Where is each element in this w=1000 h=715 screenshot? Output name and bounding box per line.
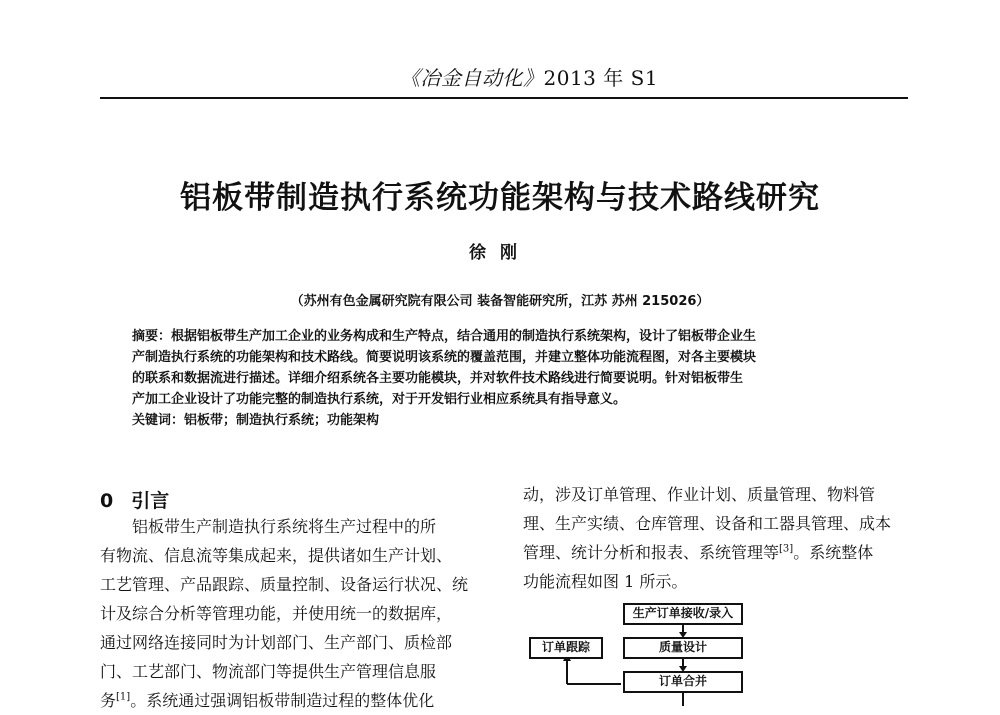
body-line: 计及综合分析等管理功能，并使用统一的数据库，	[100, 604, 453, 623]
keywords-line: 关键词：铝板带；制造执行系统；功能架构	[132, 413, 380, 428]
body-text: 务	[100, 691, 117, 710]
flow-box-order-track: 订单跟踪	[529, 637, 603, 659]
citation: [3]	[779, 543, 794, 555]
author-name: 徐刚	[469, 243, 531, 263]
body-line	[100, 686, 500, 715]
author-affiliation: （苏州有色金属研究院有限公司 装备智能研究所，江苏 苏州 215026）	[290, 294, 710, 309]
body-line: 动，涉及订单管理、作业计划、质量管理、物料管	[523, 485, 876, 504]
journal-header	[400, 62, 658, 91]
body-line: 工艺管理、产品跟踪、质量控制、设备运行状况、统	[100, 575, 469, 594]
abstract-line: 摘要：根据铝板带生产加工企业的业务构成和生产特点，结合通用的制造执行系统架构，设计了铝板带企业生	[132, 329, 757, 344]
journal-issue: 2013 年 S1	[543, 66, 659, 90]
body-line: 有物流、信息流等集成起来，提供诸如生产计划、	[100, 546, 453, 565]
citation: [1]	[116, 691, 131, 703]
abstract-line: 的联系和数据流进行描述。详细介绍系统各主要功能模块，并对软件技术路线进行简要说明。针对铝板带生	[132, 371, 744, 386]
journal-name: 《冶金自动化》	[400, 66, 544, 90]
body-text: 。系统通过强调铝板带制造过程的整体优化	[130, 691, 435, 710]
body-line: 门、工艺部门、物流部门等提供生产管理信息服	[100, 662, 437, 681]
left-column	[100, 512, 500, 715]
body-text: 。系统整体	[793, 543, 874, 562]
flowchart-figure	[525, 598, 795, 706]
section-title: 引言	[131, 490, 170, 512]
section-heading	[100, 486, 169, 513]
flow-box-quality-design: 质量设计	[623, 637, 743, 659]
section-number: 0	[100, 490, 114, 512]
paper-title: 铝板带制造执行系统功能架构与技术路线研究	[180, 180, 820, 216]
body-line	[523, 538, 923, 567]
abstract-line: 产制造执行系统的功能架构和技术路线。简要说明该系统的覆盖范围，并建立整体功能流程图，对各主要模块	[132, 350, 757, 365]
body-line: 通过网络连接同时为计划部门、生产部门、质检部	[100, 633, 453, 652]
header-rule	[100, 97, 908, 99]
body-line: 功能流程如图 1 所示。	[523, 572, 688, 591]
body-line: 铝板带生产制造执行系统将生产过程中的所	[100, 517, 437, 536]
abstract-line: 产加工企业设计了功能完整的制造执行系统，对于开发铝行业相应系统具有指导意义。	[132, 392, 627, 407]
flow-box-order-merge: 订单合并	[623, 671, 743, 693]
right-column	[523, 480, 923, 596]
flow-box-order-receive: 生产订单接收/录入	[623, 603, 743, 625]
abstract-block	[132, 326, 892, 431]
body-text: 管理、统计分析和报表、系统管理等	[523, 543, 780, 562]
body-line: 理、生产实绩、仓库管理、设备和工器具管理、成本	[523, 514, 892, 533]
